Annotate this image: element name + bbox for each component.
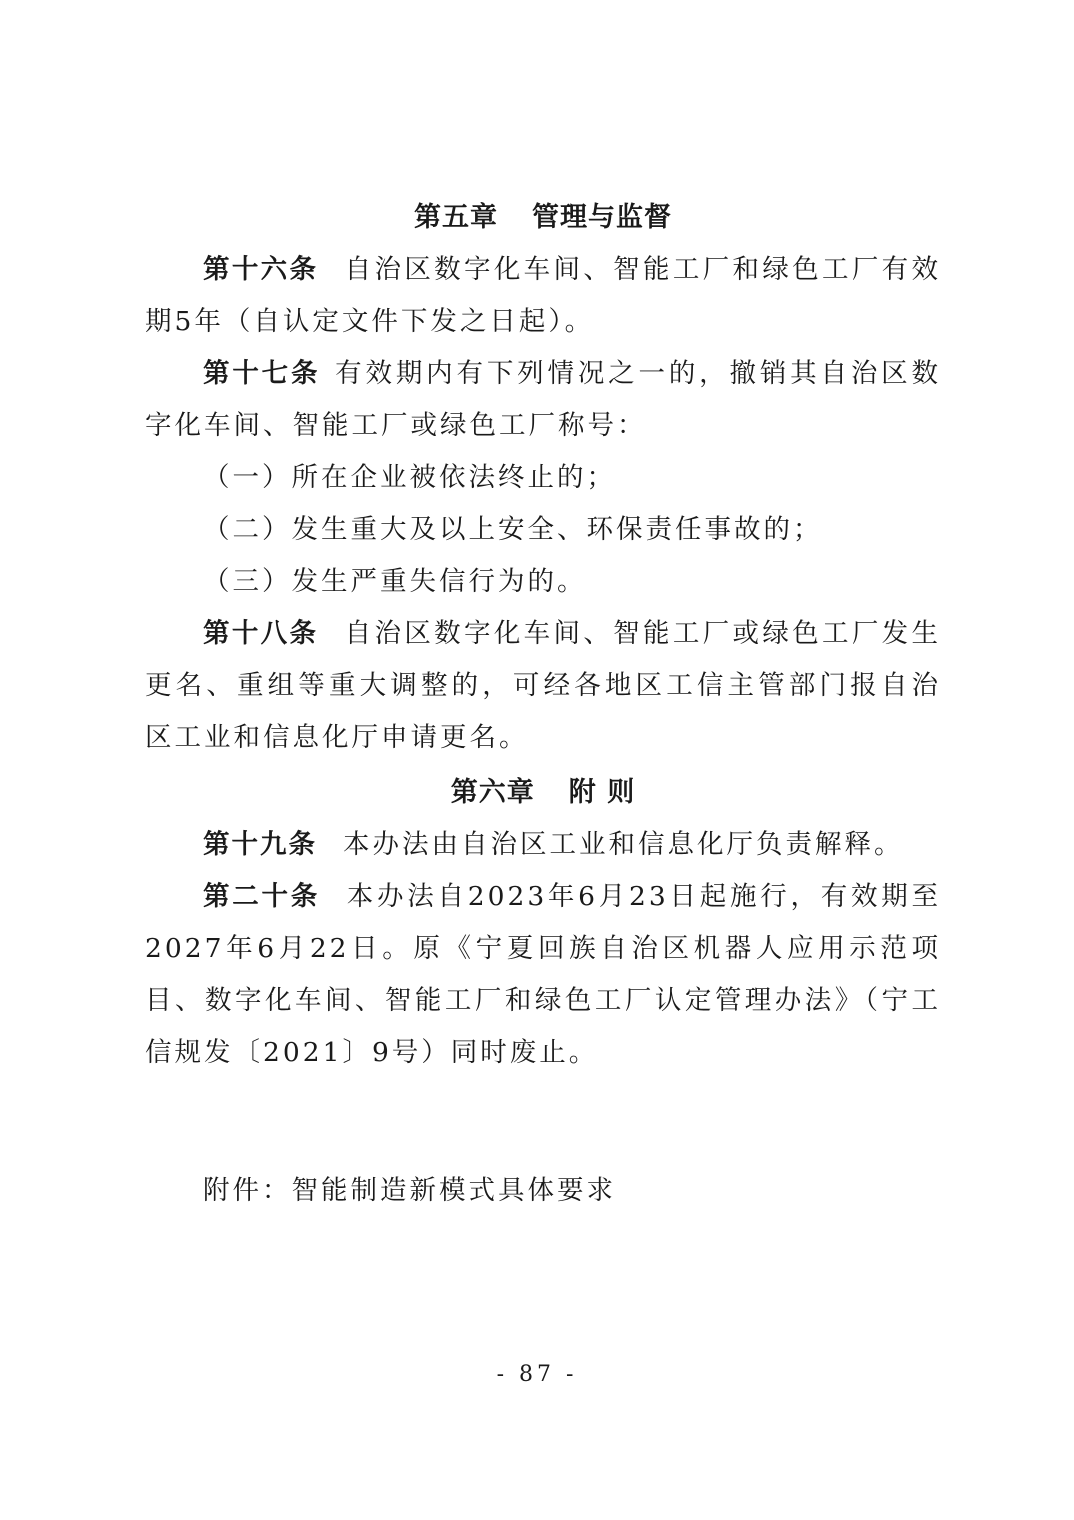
page-number: - 87 - [496, 1362, 578, 1387]
article-17-text: 有效期内有下列情况之一的，撤销其自治区数字化车间、智能工厂或绿色工厂称号： [145, 358, 942, 441]
article-19-text: 本办法由自治区工业和信息化厅负责解释。 [343, 829, 904, 860]
article-19-label: 第十九条 [203, 829, 317, 860]
article-18-label: 第十八条 [203, 618, 319, 649]
chapter-five-number: 第五章 [414, 202, 498, 233]
chapter-five-heading [145, 192, 941, 244]
article-17-item-2: （二）发生重大及以上安全、环保责任事故的； [203, 514, 823, 545]
chapter-six-title: 附 则 [568, 777, 636, 808]
article-16-label: 第十六条 [203, 254, 319, 285]
article-20 [145, 871, 941, 1079]
attachment-note: 附件：智能制造新模式具体要求 [203, 1175, 616, 1206]
article-18 [145, 608, 941, 764]
chapter-five-title: 管理与监督 [532, 202, 672, 233]
article-18-text: 自治区数字化车间、智能工厂或绿色工厂发生更名、重组等重大调整的，可经各地区工信主管部门报自治区工业和信息化厅申请更名。 [145, 618, 942, 753]
article-19 [145, 819, 941, 871]
document-body [145, 192, 941, 1079]
article-17-item-3: （三）发生严重失信行为的。 [203, 566, 587, 597]
article-17-item-1: （一）所在企业被依法终止的； [203, 462, 616, 493]
article-17-label: 第十七条 [203, 358, 321, 389]
article-20-label: 第二十条 [203, 881, 320, 912]
article-16 [145, 244, 941, 348]
chapter-six-number: 第六章 [450, 777, 535, 808]
article-17 [145, 348, 941, 452]
article-16-text: 自治区数字化车间、智能工厂和绿色工厂有效期5年（自认定文件下发之日起）。 [145, 254, 942, 337]
chapter-six-heading [145, 767, 941, 819]
article-20-text: 本办法自2023年6月23日起施行，有效期至2027年6月22日。原《宁夏回族自治区机器人应用示范项目、数字化车间、智能工厂和绿色工厂认定管理办法》（宁工信规发〔2021〕9号）同时废止。 [145, 881, 941, 1068]
